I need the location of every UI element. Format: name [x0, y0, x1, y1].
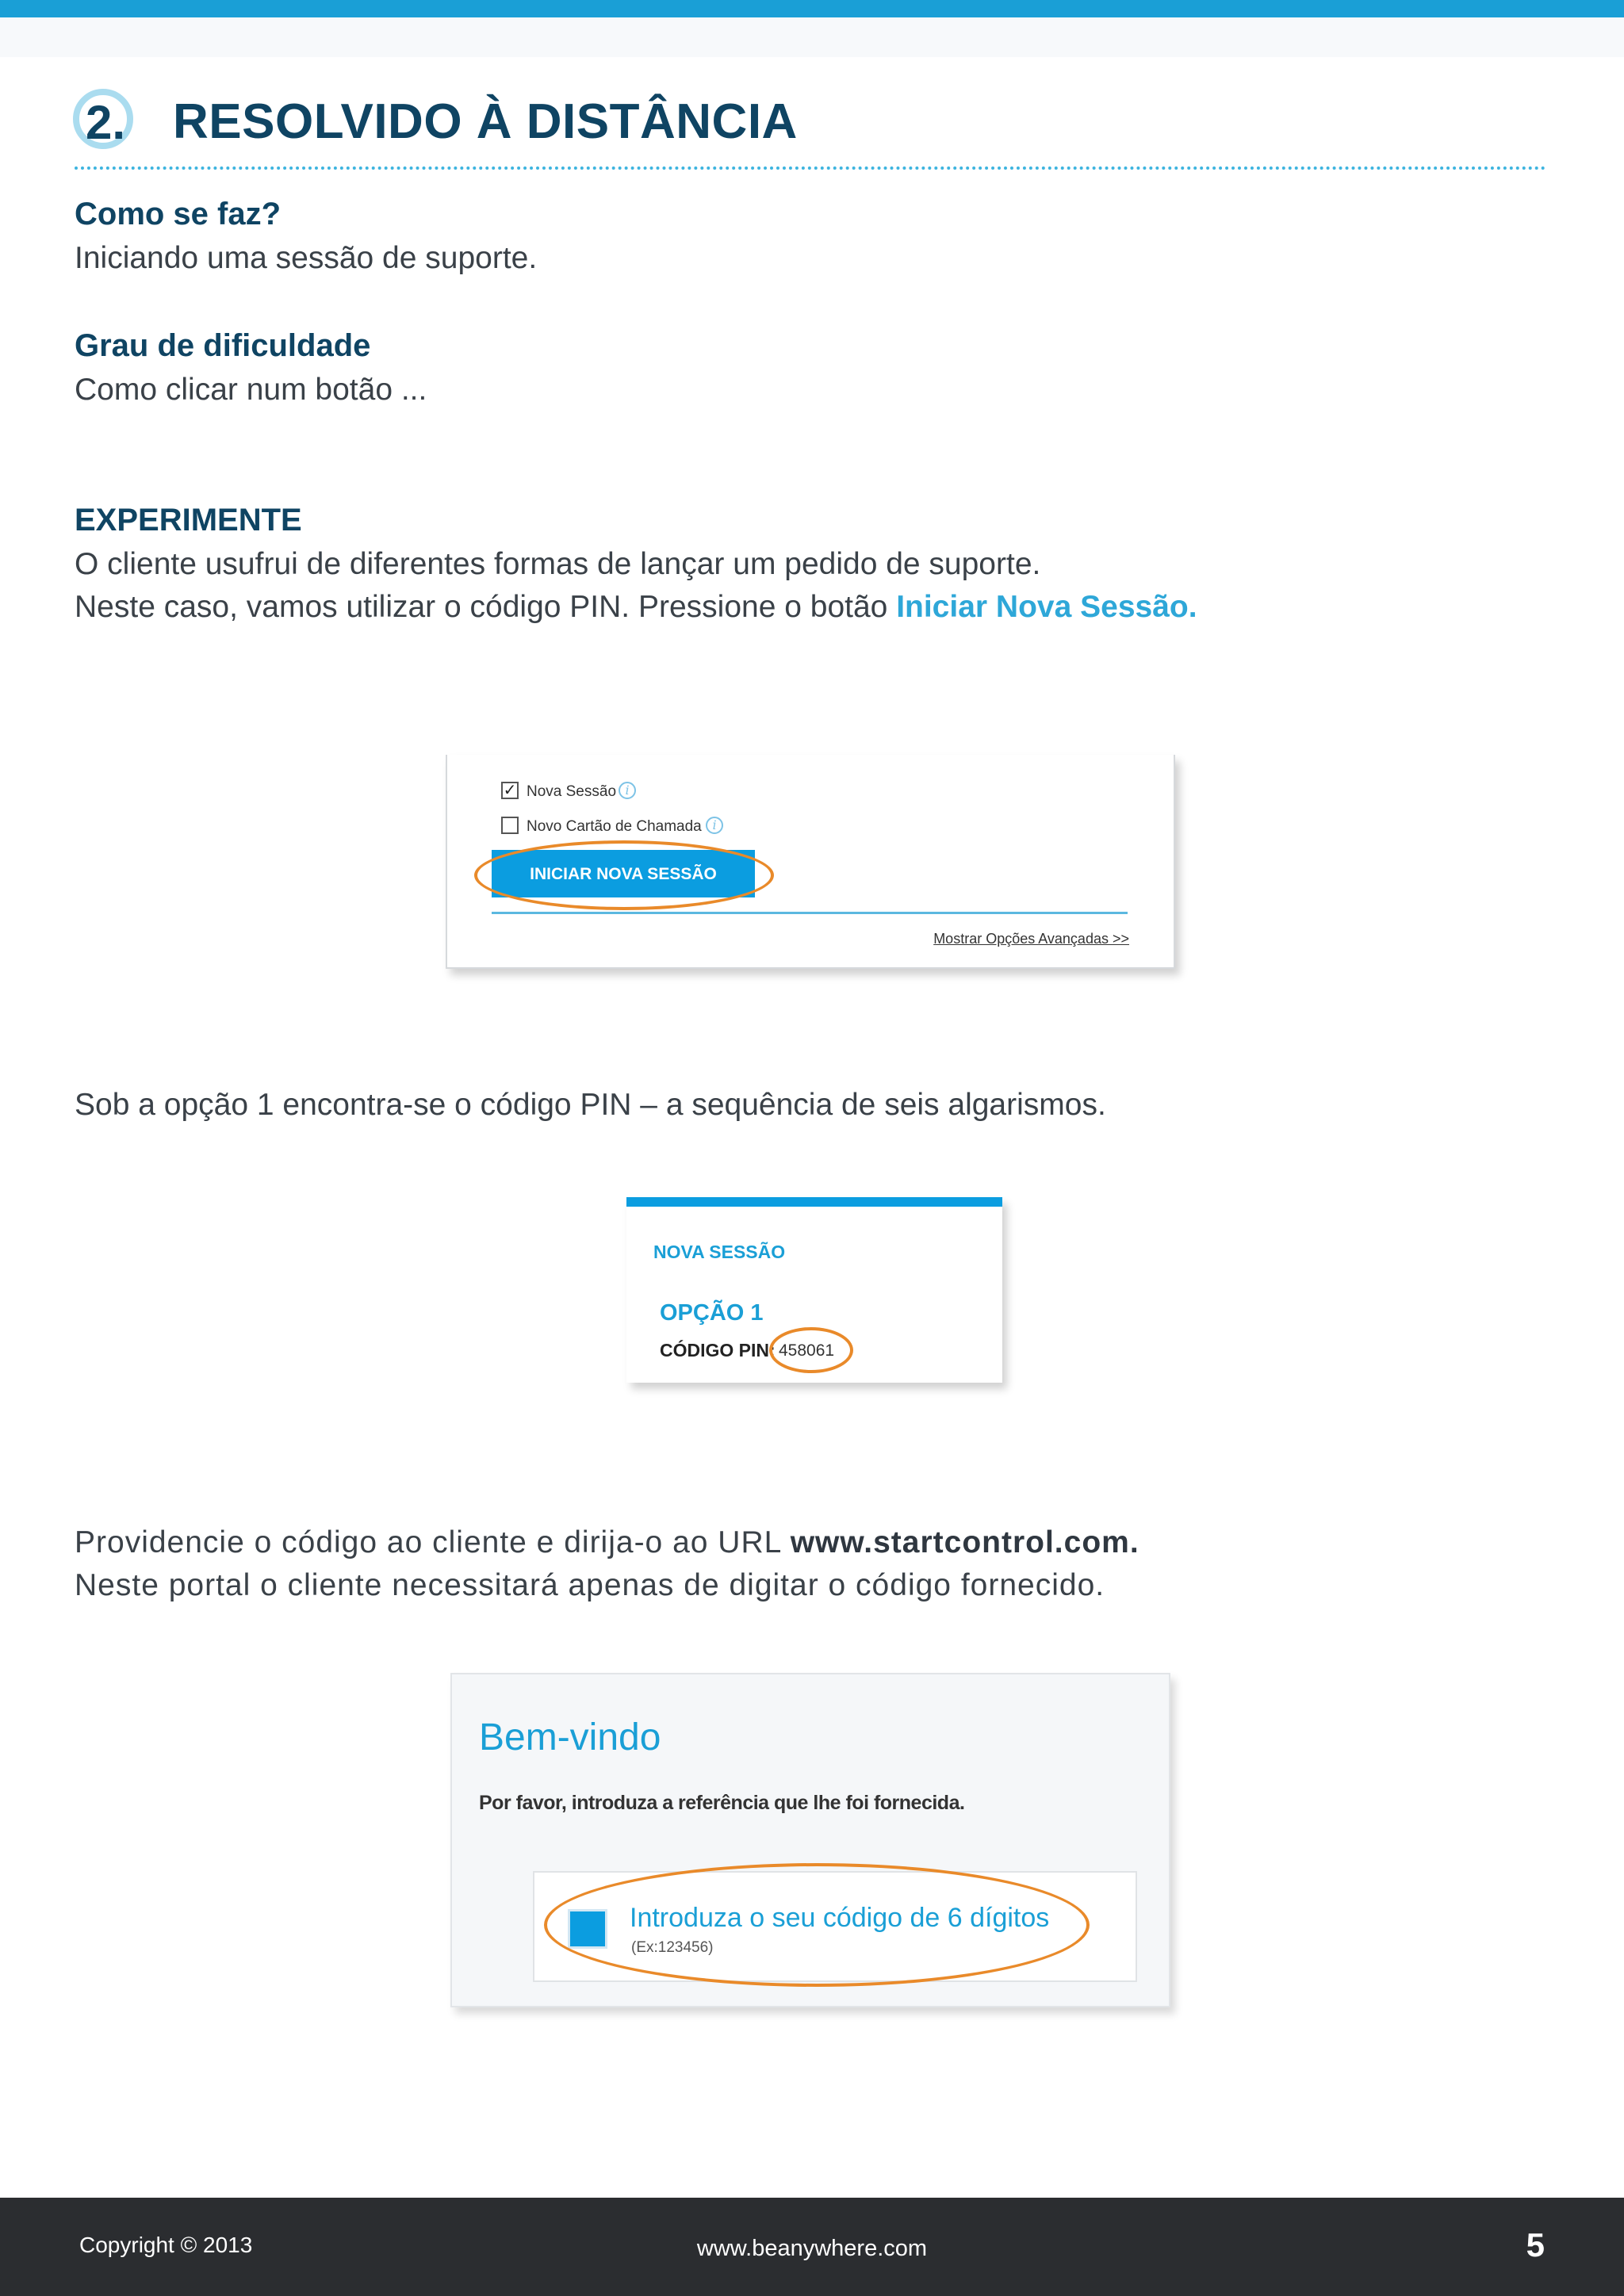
page-number: 5 [1526, 2226, 1545, 2263]
pin-explanation: Sob a opção 1 encontra-se o código PIN – a sequência de seis algarismos. [75, 1088, 1106, 1122]
code-entry-example: (Ex:123456) [631, 1939, 714, 1956]
iniciar-nova-sessao-button[interactable]: INICIAR NOVA SESSÃO [492, 850, 755, 897]
option-title: OPÇÃO 1 [660, 1300, 764, 1326]
pin-label: CÓDIGO PIN: [660, 1340, 776, 1360]
welcome-message: Por favor, introduza a referência que lhe foi fornecida. [479, 1792, 965, 1814]
code-entry-label: Introduza o seu código de 6 dígitos [630, 1903, 1050, 1933]
startcontrol-url[interactable]: www.startcontrol.com. [790, 1525, 1139, 1559]
novo-cartao-label: Novo Cartão de Chamada [527, 818, 702, 835]
experiment-line1: O cliente usufrui de diferentes formas de lançar um pedido de suporte. [75, 547, 1041, 581]
nova-sessao-checkbox[interactable] [501, 782, 519, 799]
dotted-divider [75, 166, 1546, 170]
how-heading: Como se faz? [75, 197, 282, 232]
highlight-oval [474, 840, 774, 910]
highlight-oval [544, 1863, 1090, 1987]
info-icon[interactable]: i [706, 817, 723, 834]
provide-line2: Neste portal o cliente necessitará apenas de digitar o código fornecido. [75, 1568, 1105, 1602]
advanced-options-link[interactable]: Mostrar Opções Avançadas >> [933, 931, 1129, 947]
experiment-heading: EXPERIMENTE [75, 503, 302, 538]
highlight-oval [769, 1327, 853, 1373]
provide-line1-text: Providencie o código ao cliente e dirija-o ao URL [75, 1525, 791, 1559]
welcome-title: Bem-vindo [479, 1716, 661, 1758]
info-icon[interactable]: i [619, 782, 636, 799]
section-title: RESOLVIDO À DISTÂNCIA [173, 94, 798, 149]
experiment-line2 [75, 590, 1197, 625]
nova-sessao-title: NOVA SESSÃO [653, 1242, 786, 1262]
novo-cartao-checkbox[interactable] [501, 817, 519, 834]
pin-value: 458061 [779, 1341, 835, 1360]
section-number: 2. [86, 96, 126, 149]
divider-line [492, 912, 1128, 914]
footer-url[interactable]: www.beanywhere.com [696, 2236, 928, 2261]
check-icon: ✓ [503, 782, 517, 799]
iniciar-nova-sessao-highlight: Iniciar Nova Sessão. [896, 590, 1197, 624]
startcontrol-portal-screenshot [450, 1673, 1170, 2007]
top-band [0, 17, 1624, 57]
provide-line1 [75, 1525, 1139, 1560]
nova-sessao-label: Nova Sessão [527, 783, 617, 800]
difficulty-text: Como clicar num botão ... [75, 373, 427, 407]
experiment-line2-text: Neste caso, vamos utilizar o código PIN. Pressione o botão [75, 590, 897, 624]
how-text: Iniciando uma sessão de suporte. [75, 241, 538, 275]
footer-copyright: Copyright © 2013 [79, 2233, 253, 2257]
difficulty-heading: Grau de dificuldade [75, 328, 371, 363]
top-accent-bar [0, 0, 1624, 17]
pin-code-screenshot [626, 1197, 1002, 1383]
session-options-screenshot [446, 755, 1175, 969]
